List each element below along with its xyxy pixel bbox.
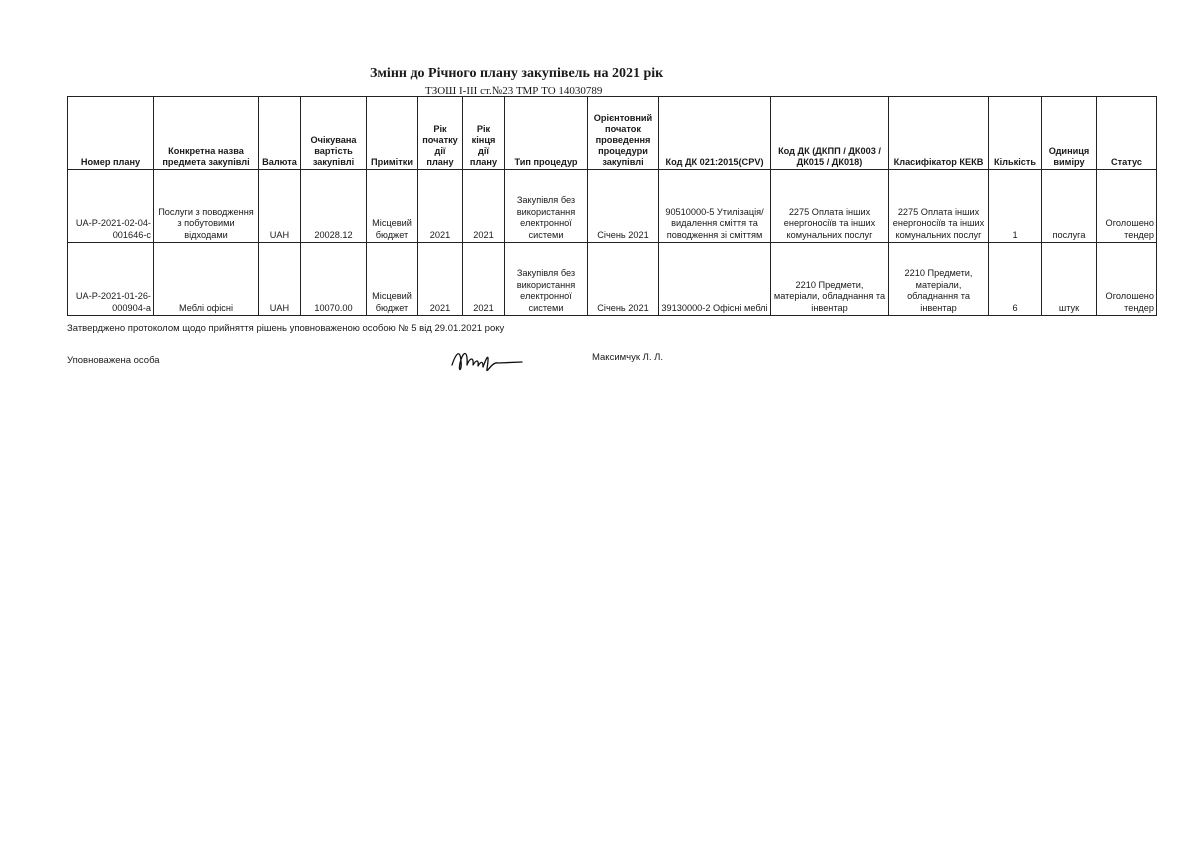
- cell-cpv-code: 39130000-2 Офісні меблі: [659, 243, 771, 316]
- table-header-row: [68, 97, 1157, 170]
- responsible-person-label: Уповноважена особа: [67, 355, 160, 366]
- cell-kekv: 2210 Предмети, матеріали, обладнання та інвентар: [889, 243, 989, 316]
- header-kekv: Класифікатор КЕКВ: [889, 97, 989, 170]
- cell-expected-cost: 20028.12: [301, 170, 367, 243]
- cell-plan-number: UA-P-2021-01-26-000904-a: [68, 243, 154, 316]
- cell-currency: UAH: [259, 243, 301, 316]
- procurement-plan-table: [67, 96, 1157, 316]
- cell-dk-code: 2210 Предмети, матеріали, обладнання та інвентар: [771, 243, 889, 316]
- header-end-year: Рік кінця дії плану: [463, 97, 505, 170]
- cell-procedure-type: Закупівля без використання електронної системи: [505, 170, 588, 243]
- header-currency: Валюта: [259, 97, 301, 170]
- cell-procedure-type: Закупівля без використання електронної системи: [505, 243, 588, 316]
- header-dk-code: Код ДК (ДКПП / ДК003 / ДК015 / ДК018): [771, 97, 889, 170]
- cell-end-year: 2021: [463, 243, 505, 316]
- document-title: Змінн до Річного плану закупівель на 2021 рік: [370, 66, 664, 81]
- cell-kekv: 2275 Оплата інших енергоносіїв та інших комунальних послуг: [889, 170, 989, 243]
- cell-item-name: Послуги з поводження з побутовими відходами: [154, 170, 259, 243]
- cell-quantity: 1: [989, 170, 1042, 243]
- cell-dk-code: 2275 Оплата інших енергоносіїв та інших комунальних послуг: [771, 170, 889, 243]
- signature-image: [446, 343, 526, 379]
- cell-procedure-start: Січень 2021: [588, 243, 659, 316]
- cell-status: Оголошено тендер: [1097, 243, 1157, 316]
- cell-item-name: Меблі офісні: [154, 243, 259, 316]
- header-plan-number: Номер плану: [68, 97, 154, 170]
- cell-cpv-code: 90510000-5 Утилізація/видалення сміття та поводження зі сміттям: [659, 170, 771, 243]
- header-unit: Одиниця виміру: [1042, 97, 1097, 170]
- cell-start-year: 2021: [418, 243, 463, 316]
- header-notes: Примітки: [367, 97, 418, 170]
- cell-unit: штук: [1042, 243, 1097, 316]
- cell-plan-number: UA-P-2021-02-04-001646-c: [68, 170, 154, 243]
- cell-status: Оголошено тендер: [1097, 170, 1157, 243]
- cell-unit: послуга: [1042, 170, 1097, 243]
- header-status: Статус: [1097, 97, 1157, 170]
- header-procedure-type: Тип процедур: [505, 97, 588, 170]
- responsible-person-name: Максимчук Л. Л.: [592, 352, 664, 363]
- cell-currency: UAH: [259, 170, 301, 243]
- header-cpv-code: Код ДК 021:2015(CPV): [659, 97, 771, 170]
- header-procedure-start: Орієнтовний початок проведення процедури закупівлі: [588, 97, 659, 170]
- cell-notes: Місцевий бюджет: [367, 243, 418, 316]
- cell-procedure-start: Січень 2021: [588, 170, 659, 243]
- cell-notes: Місцевий бюджет: [367, 170, 418, 243]
- cell-expected-cost: 10070.00: [301, 243, 367, 316]
- table-row: [68, 170, 1157, 243]
- document-subtitle: ТЗОШ І-ІІІ ст.№23 ТМР ТО 14030789: [425, 85, 603, 97]
- header-expected-cost: Очікувана вартість закупівлі: [301, 97, 367, 170]
- header-item-name: Конкретна назва предмета закупівлі: [154, 97, 259, 170]
- header-start-year: Рік початку дії плану: [418, 97, 463, 170]
- table-row: [68, 243, 1157, 316]
- cell-end-year: 2021: [463, 170, 505, 243]
- approval-note: Затверджено протоколом щодо прийняття рішень уповноваженою особою № 5 від 29.01.2021 року: [67, 323, 505, 334]
- cell-quantity: 6: [989, 243, 1042, 316]
- header-quantity: Кількість: [989, 97, 1042, 170]
- cell-start-year: 2021: [418, 170, 463, 243]
